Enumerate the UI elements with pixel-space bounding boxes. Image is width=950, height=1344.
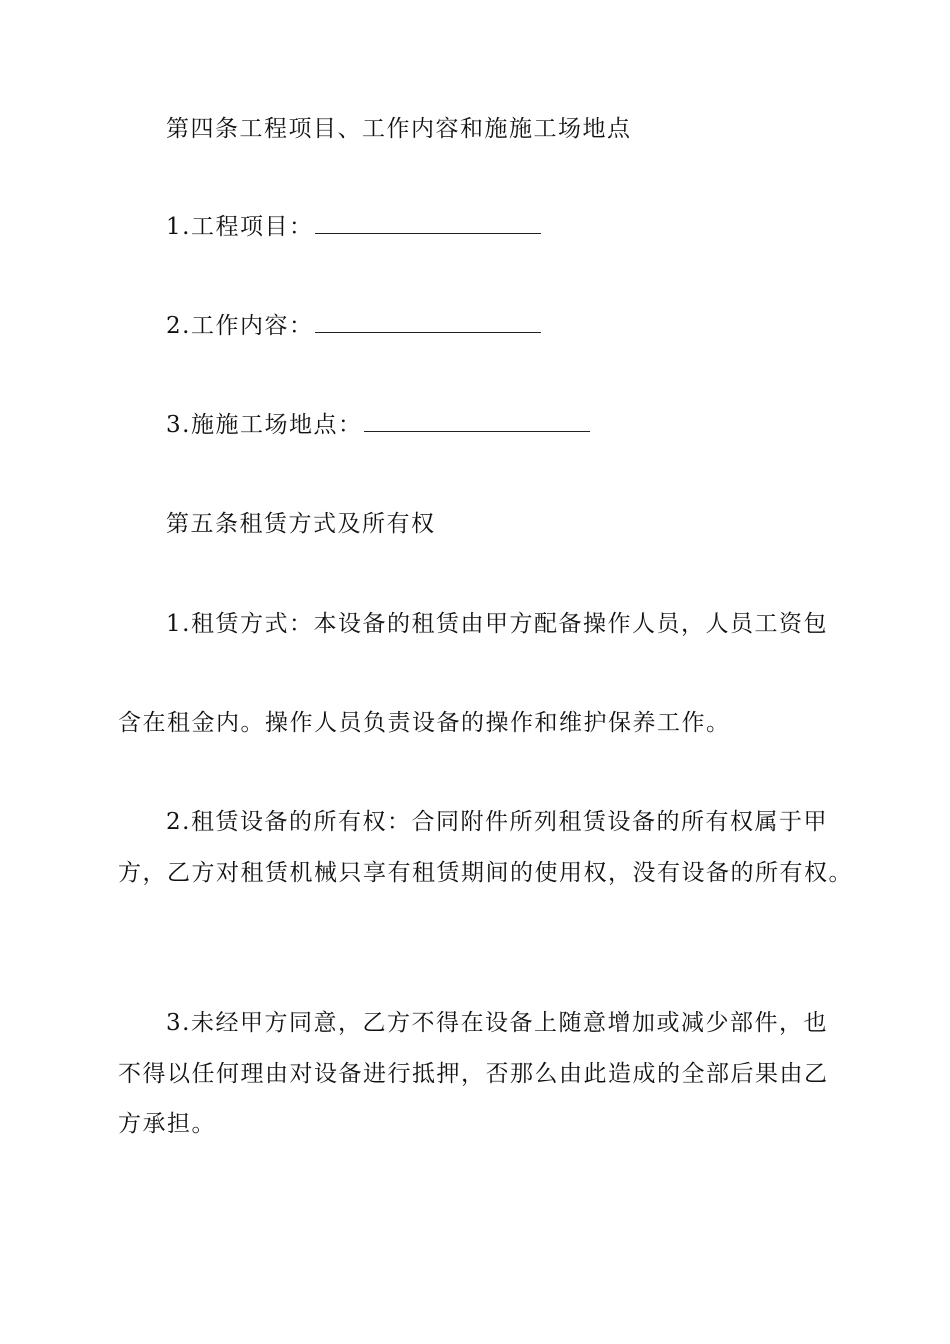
project-item-label: 1.工程项目： [166,214,314,240]
ownership-line-2: 方，乙方对租赁机械只享有租赁期间的使用权，没有设备的所有权。 [118,860,853,886]
article-5-heading: 第五条租赁方式及所有权 [166,511,436,537]
project-item-row [166,213,541,241]
article-4-heading: 第四条工程项目、工作内容和施施工场地点 [166,116,632,142]
modification-line-1: 3.未经甲方同意，乙方不得在设备上随意增加或减少部件，也 [166,1010,828,1036]
modification-line-2: 不得以任何理由对设备进行抵押，否那么由此造成的全部后果由乙 [118,1061,829,1087]
lease-method-line-1: 1.租赁方式：本设备的租赁由甲方配备操作人员，人员工资包 [166,611,828,637]
modification-line-3: 方承担。 [118,1111,216,1137]
ownership-line-1: 2.租赁设备的所有权：合同附件所列租赁设备的所有权属于甲 [166,809,828,835]
work-content-label: 2.工作内容： [166,313,314,339]
site-location-label: 3.施施工场地点： [166,412,363,438]
work-content-row [166,312,541,340]
lease-method-line-2: 含在租金内。操作人员负责设备的操作和维护保养工作。 [118,710,731,736]
site-location-row [166,411,590,439]
site-location-blank [364,413,590,432]
work-content-blank [315,314,541,333]
project-item-blank [315,215,541,234]
